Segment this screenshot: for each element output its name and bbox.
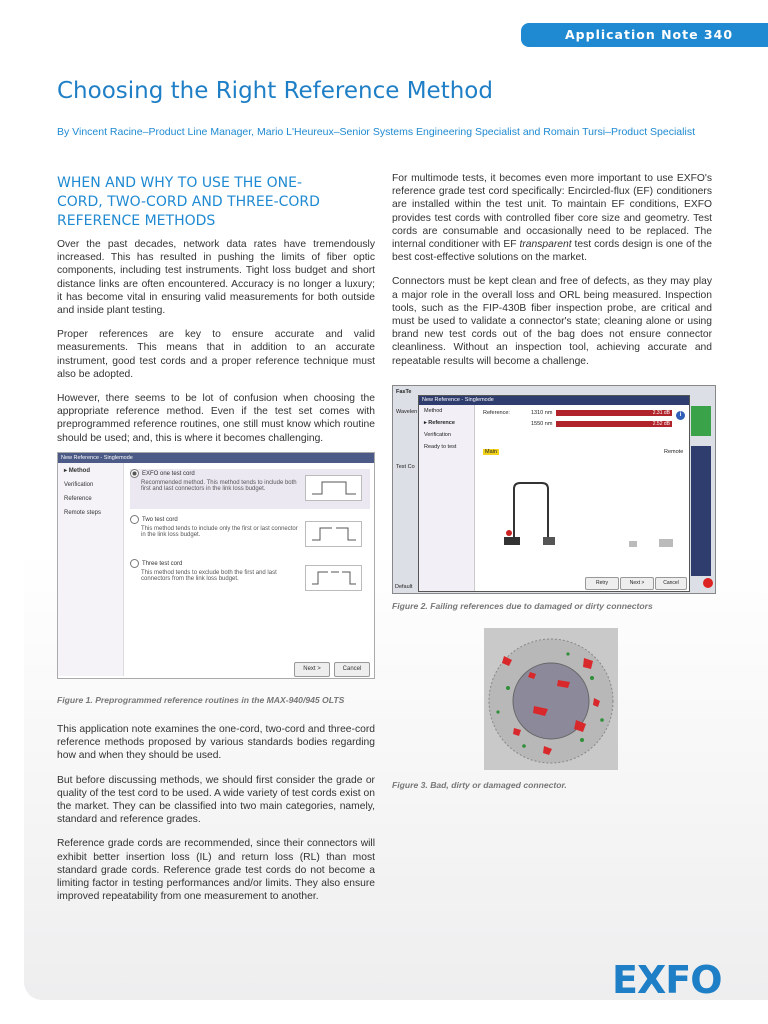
step-verification: Verification [64,482,94,488]
cord-diagram-icon [305,565,362,591]
option-desc: This method tends to exclude both the first and last connectors from the link loss budget. [141,570,277,582]
step-remote: Remote steps [64,510,102,516]
wavelength-1550: 1550 nm [531,421,553,427]
paragraph: Connectors must be kept clean and free of defects, as they may play a major role in the overall loss and ORL being measured. Inspection tools, such as the FIP-430B fiber inspection probe, are critical and must be used to validate a connector's state; cleaning alone or using brand new test cords out of the bag does not ensure connector cleanliness. Without an inspection tool, achieving accurate and repeatable results will become a challenge. [392,276,712,367]
step-ready: Ready to test [424,444,457,450]
wizard-steps [419,405,475,591]
paragraph: But before discussing methods, we should first consider the grade or quality of the test cord to be used. A wide variety of test cords exist on the market. They can be classified into two main categories, namely, standard and reference grades. [57,774,375,826]
connector-image [484,628,618,770]
paragraph: Over the past decades, network data rates have tremendously increased. This has resulted in pushing the limits of fiber optic components, including test instruments. Tight loss budget and short distance links are often encountered. Accuracy is no longer a luxury; it has become vital in ensuring valid measurements for both outside and inside plant testing. [57,239,375,317]
option-label: Two test cord [142,517,178,524]
section-heading: WHEN AND WHY TO USE THE ONE-CORD, TWO-CORD AND THREE-CORD REFERENCE METHODS [57,175,320,229]
figure1-screenshot [57,452,375,679]
authors-line: By Vincent Racine–Product Line Manager, Mario L'Heureux–Senior Systems Engineering Specialist and Romain Tursi–Product Specialist [57,126,695,138]
dialog-titlebar: New Reference - Singlemode [419,396,689,405]
bg-label: Test Co [396,464,415,470]
cancel-button[interactable]: Cancel [334,662,370,677]
loss-bar-1310: 2.31 dB [556,410,672,416]
bg-label: Wavelen [396,409,418,415]
wizard-steps [58,463,124,676]
option-two-cord[interactable] [130,515,370,555]
dialog-titlebar: New Reference - Singlemode [58,453,374,463]
paragraph: This application note examines the one-cord, two-cord and three-cord reference methods proposed by various standards bodies regarding how and when they should be used. [57,724,375,762]
paragraph: Proper references are key to ensure accurate and valid measurements. This means that in addition to an accurate instrument, good test cords and a proper reference technique must also be adopted. [57,329,375,380]
paragraph: For multimode tests, it becomes even more important to use EXFO's reference grade test cord specifically: Encircled-flux (EF) conditioners are installed within the test unit. To maintain EF conditions, EXFO provides test cords with controlled fiber core size and geometry. Test cords are consumable and occasionally need to be replaced. The internal conditioner with EF transparent test cords design is one of the best cost-effective solutions on the market. [392,173,712,264]
info-icon[interactable]: i [676,411,685,420]
radio-icon[interactable] [130,559,139,568]
connection-diagram [479,461,684,551]
remote-label: Remote [664,449,684,455]
step-reference: ▸ Reference [424,420,455,426]
option-three-cord[interactable] [130,559,370,599]
figure2-screenshot [392,385,716,594]
right-column-text [392,172,712,379]
radio-selected-icon[interactable] [130,469,139,478]
stop-icon[interactable] [703,578,713,588]
figure1-caption: Figure 1. Preprogrammed reference routines in the MAX-940/945 OLTS [57,695,345,705]
cancel-button[interactable]: Cancel [655,577,687,590]
option-one-cord[interactable] [130,469,370,509]
page-title: Choosing the Right Reference Method [57,78,493,104]
left-column-intro [57,238,375,456]
option-desc: This method tends to include only the first or last connector in the link loss budget. [141,526,298,538]
next-button[interactable]: Next > [620,577,654,590]
paragraph: Reference grade cords are recommended, since their connectors will exhibit better insertion loss (IL) and return loss (RL) than most standard grade cords. Reference grade test cords do not become a limiting factor in testing performances and/or limits. They also ensure improved repeatability from one measurement to another. [57,838,375,903]
main-label: Main [485,449,497,455]
step-method: ▸ Method [64,468,91,474]
side-toolbar [691,446,711,576]
figure2-caption: Figure 2. Failing references due to damaged or dirty connectors [392,601,653,611]
bg-label: Default [395,584,413,590]
left-column-body [57,723,375,914]
reference-dialog [418,395,690,592]
green-side-button[interactable] [691,406,711,436]
next-button[interactable]: Next > [294,662,330,677]
option-label: EXFO one test cord [142,471,195,478]
retry-button[interactable]: Retry [585,577,619,590]
option-desc: Recommended method. This method tends to include both first and last connectors in the link loss budget. [141,480,297,492]
wavelength-1310: 1310 nm [531,410,553,416]
bg-label: FasTe [396,389,412,395]
step-reference: Reference [64,496,92,502]
loss-bar-1550: 2.52 dB [556,421,672,427]
cord-diagram-icon [305,521,362,547]
option-label: Three test cord [142,561,183,568]
paragraph: However, there seems to be lot of confusion when choosing the appropriate reference method. Even if the test set comes with preprogrammed reference routines, one still must know which routine should be used; and, this is where it becomes challenging. [57,393,375,444]
radio-icon[interactable] [130,515,139,524]
app-note-badge: Application Note 340 [521,23,768,47]
connector-endface-illustration [484,628,618,770]
cord-diagram-icon [305,475,362,501]
step-method: Method [424,408,443,414]
step-verification: Verification [424,432,451,438]
reference-label: Reference: [483,410,510,416]
exfo-logo: EXFO [612,958,722,1002]
figure3-caption: Figure 3. Bad, dirty or damaged connector. [392,780,567,790]
